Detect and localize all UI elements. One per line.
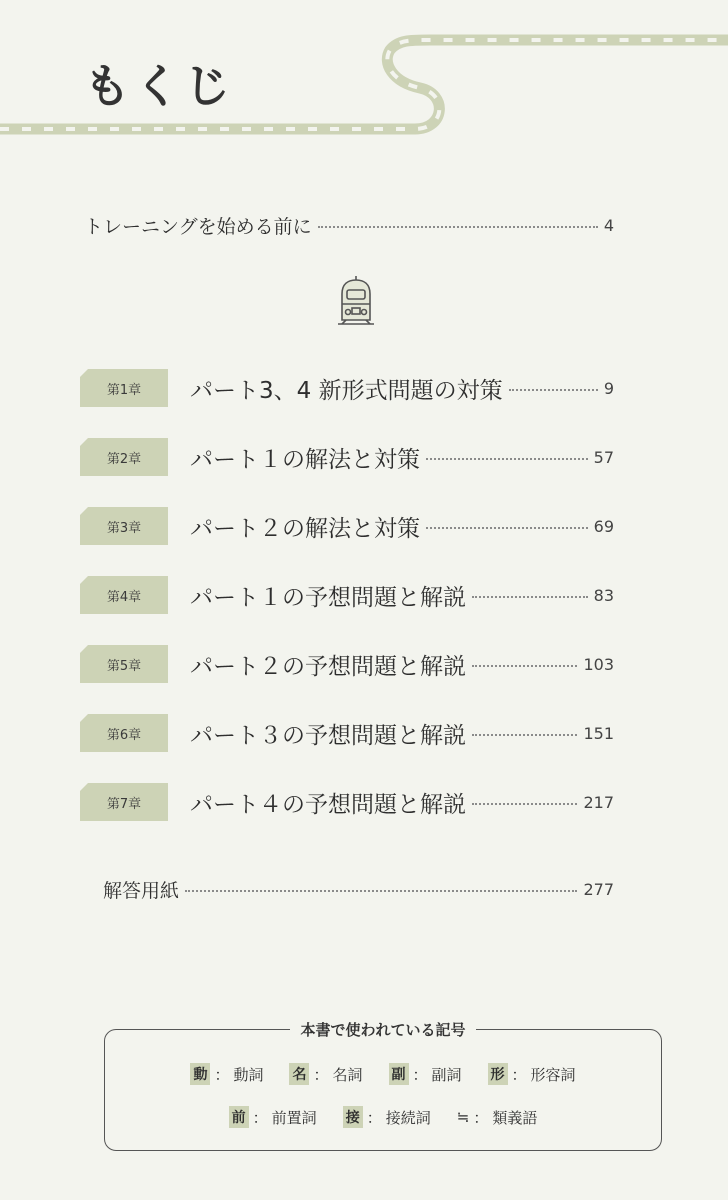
toc-chapter-5[interactable] — [80, 644, 614, 684]
legend-title-wrap — [105, 1019, 661, 1040]
legend-meaning: 副詞 — [431, 1065, 462, 1084]
toc-entry-answer-sheet[interactable] — [103, 873, 614, 905]
legend-item-conjunction — [343, 1106, 431, 1128]
chapter-badge: 第6章 — [80, 714, 168, 752]
chapter-badge: 第2章 — [80, 438, 168, 476]
legend-item-preposition — [229, 1106, 317, 1128]
legend-colon: ： — [214, 1065, 230, 1084]
legend-row-1 — [105, 1063, 661, 1085]
chapter-page-number: 9 — [603, 378, 614, 398]
dot-leader — [509, 389, 598, 391]
chapter-badge: 第5章 — [80, 645, 168, 683]
legend-row-2 — [105, 1106, 661, 1128]
chapter-title: パート３の予想問題と解説 — [190, 722, 466, 749]
page-title: もくじ — [84, 59, 234, 113]
legend-colon: ： — [366, 1108, 382, 1127]
legend-mark: 動 — [190, 1063, 210, 1085]
chapter-badge: 第4章 — [80, 576, 168, 614]
legend-colon: ： — [473, 1108, 489, 1127]
chapter-page-number: 151 — [583, 723, 614, 743]
legend-meaning: 接続詞 — [385, 1108, 431, 1127]
legend-meaning: 形容詞 — [530, 1065, 576, 1084]
legend-item-noun — [289, 1063, 362, 1085]
legend-item-adverb — [389, 1063, 462, 1085]
chapter-title: パート２の予想問題と解説 — [190, 653, 466, 680]
legend-title: 本書で使われている記号 — [290, 1021, 475, 1039]
toc-page-number: 4 — [603, 215, 614, 235]
chapter-badge: 第7章 — [80, 783, 168, 821]
toc-entry-intro[interactable] — [84, 209, 614, 241]
toc-page-number: 277 — [583, 879, 614, 899]
toc-chapter-2[interactable] — [80, 437, 614, 477]
toc-chapter-6[interactable] — [80, 713, 614, 753]
toc-chapter-7[interactable] — [80, 782, 614, 822]
toc-chapter-4[interactable] — [80, 575, 614, 615]
legend-meaning: 前置詞 — [271, 1108, 317, 1127]
legend-item-synonym — [457, 1106, 538, 1128]
dot-leader — [318, 226, 598, 228]
chapter-badge: 第3章 — [80, 507, 168, 545]
legend-symbol: ≒ — [456, 1108, 470, 1126]
symbol-legend-box — [104, 1021, 662, 1151]
legend-meaning: 名詞 — [332, 1065, 363, 1084]
train-icon — [334, 276, 378, 328]
dot-leader — [472, 734, 577, 736]
dot-leader — [472, 665, 577, 667]
toc-entry-label: 解答用紙 — [103, 879, 180, 902]
chapter-title: パート１の解法と対策 — [190, 446, 420, 473]
dot-leader — [472, 596, 588, 598]
legend-colon: ： — [511, 1065, 527, 1084]
chapter-page-number: 57 — [593, 447, 614, 467]
legend-colon: ： — [412, 1065, 428, 1084]
dot-leader — [472, 803, 577, 805]
chapter-title: パート3、4 新形式問題の対策 — [190, 377, 503, 404]
chapter-page-number: 103 — [583, 654, 614, 674]
toc-entry-label: トレーニングを始める前に — [84, 215, 312, 238]
dot-leader — [185, 890, 577, 892]
legend-colon: ： — [313, 1065, 329, 1084]
legend-meaning: 類義語 — [492, 1108, 538, 1127]
toc-chapter-3[interactable] — [80, 506, 614, 546]
legend-item-adjective — [488, 1063, 576, 1085]
legend-mark: 名 — [289, 1063, 309, 1085]
legend-mark: 接 — [343, 1106, 363, 1128]
chapter-title: パート１の予想問題と解説 — [190, 584, 466, 611]
chapter-title: パート４の予想問題と解説 — [190, 791, 466, 818]
legend-meaning: 動詞 — [233, 1065, 264, 1084]
chapter-page-number: 217 — [583, 792, 614, 812]
legend-mark: 副 — [389, 1063, 409, 1085]
dot-leader — [426, 458, 588, 460]
chapter-page-number: 69 — [593, 516, 614, 536]
legend-item-verb — [190, 1063, 263, 1085]
dot-leader — [426, 527, 588, 529]
legend-colon: ： — [252, 1108, 268, 1127]
chapter-badge: 第1章 — [80, 369, 168, 407]
toc-chapter-1[interactable] — [80, 368, 614, 408]
chapter-page-number: 83 — [593, 585, 614, 605]
legend-mark: 形 — [488, 1063, 508, 1085]
chapter-title: パート２の解法と対策 — [190, 515, 420, 542]
legend-mark: 前 — [229, 1106, 249, 1128]
